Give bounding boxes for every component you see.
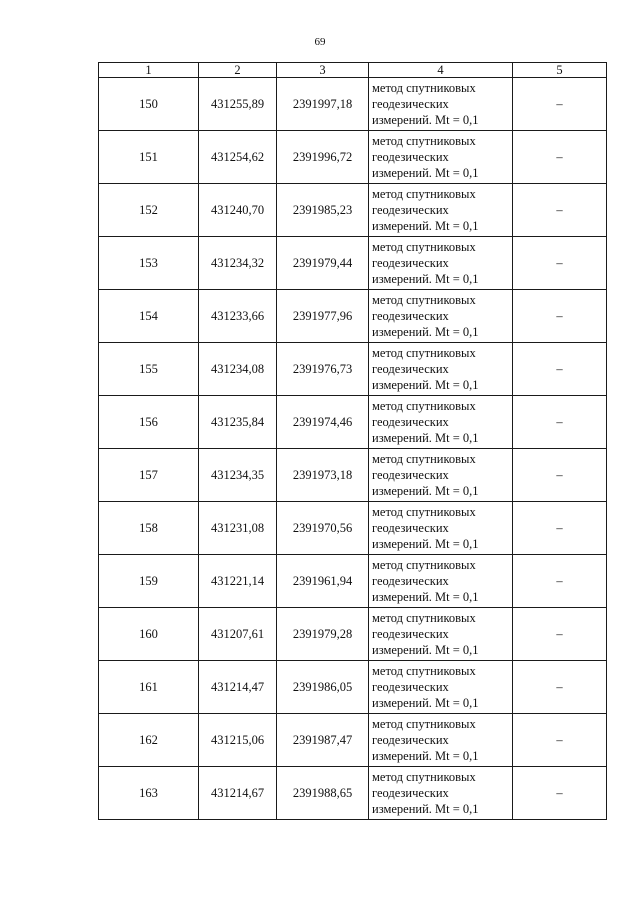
- x-coordinate-cell: 431207,61: [199, 608, 277, 661]
- table-row: [99, 290, 607, 343]
- method-cell: [369, 290, 513, 343]
- method-cell: [369, 608, 513, 661]
- table-row: [99, 131, 607, 184]
- method-cell: [369, 449, 513, 502]
- y-coordinate-cell: 2391976,73: [277, 343, 369, 396]
- x-coordinate-cell: 431221,14: [199, 555, 277, 608]
- x-coordinate-cell: 431214,47: [199, 661, 277, 714]
- point-number-cell: 151: [99, 131, 199, 184]
- method-cell: [369, 131, 513, 184]
- method-cell: [369, 767, 513, 820]
- point-number-cell: 154: [99, 290, 199, 343]
- page-number: 69: [314, 36, 326, 48]
- method-line: геодезических: [372, 415, 449, 429]
- method-line: измерений. Mt = 0,1: [372, 537, 479, 551]
- method-cell: [369, 343, 513, 396]
- table-row: [99, 714, 607, 767]
- note-cell: –: [513, 78, 607, 131]
- note-cell: –: [513, 502, 607, 555]
- method-cell: [369, 237, 513, 290]
- point-number-cell: 158: [99, 502, 199, 555]
- method-line: измерений. Mt = 0,1: [372, 590, 479, 604]
- method-line: геодезических: [372, 203, 449, 217]
- note-cell: –: [513, 237, 607, 290]
- method-line: геодезических: [372, 521, 449, 535]
- method-line: геодезических: [372, 468, 449, 482]
- method-line: измерений. Mt = 0,1: [372, 113, 479, 127]
- point-number-cell: 160: [99, 608, 199, 661]
- table-header-row: [99, 63, 607, 78]
- point-number-cell: 156: [99, 396, 199, 449]
- column-header: 5: [513, 63, 607, 78]
- coordinates-table: [98, 62, 607, 820]
- note-cell: –: [513, 184, 607, 237]
- method-line: измерений. Mt = 0,1: [372, 643, 479, 657]
- point-number-cell: 159: [99, 555, 199, 608]
- method-cell: [369, 714, 513, 767]
- column-header: 3: [277, 63, 369, 78]
- point-number-cell: 155: [99, 343, 199, 396]
- method-line: измерений. Mt = 0,1: [372, 696, 479, 710]
- method-line: геодезических: [372, 786, 449, 800]
- method-line: метод спутниковых: [372, 134, 476, 148]
- method-line: геодезических: [372, 362, 449, 376]
- x-coordinate-cell: 431215,06: [199, 714, 277, 767]
- y-coordinate-cell: 2391970,56: [277, 502, 369, 555]
- method-line: метод спутниковых: [372, 346, 476, 360]
- column-header: 1: [99, 63, 199, 78]
- column-header: 4: [369, 63, 513, 78]
- table-row: [99, 555, 607, 608]
- y-coordinate-cell: 2391997,18: [277, 78, 369, 131]
- method-line: метод спутниковых: [372, 664, 476, 678]
- x-coordinate-cell: 431254,62: [199, 131, 277, 184]
- method-line: метод спутниковых: [372, 770, 476, 784]
- x-coordinate-cell: 431233,66: [199, 290, 277, 343]
- note-cell: –: [513, 343, 607, 396]
- method-cell: [369, 502, 513, 555]
- method-line: геодезических: [372, 680, 449, 694]
- column-header: 2: [199, 63, 277, 78]
- method-line: измерений. Mt = 0,1: [372, 325, 479, 339]
- method-cell: [369, 78, 513, 131]
- method-line: измерений. Mt = 0,1: [372, 219, 479, 233]
- table-row: [99, 237, 607, 290]
- note-cell: –: [513, 131, 607, 184]
- method-line: измерений. Mt = 0,1: [372, 431, 479, 445]
- note-cell: –: [513, 396, 607, 449]
- y-coordinate-cell: 2391988,65: [277, 767, 369, 820]
- method-line: измерений. Mt = 0,1: [372, 272, 479, 286]
- y-coordinate-cell: 2391987,47: [277, 714, 369, 767]
- table-row: [99, 449, 607, 502]
- note-cell: –: [513, 555, 607, 608]
- point-number-cell: 161: [99, 661, 199, 714]
- table-row: [99, 502, 607, 555]
- note-cell: –: [513, 767, 607, 820]
- method-line: измерений. Mt = 0,1: [372, 802, 479, 816]
- method-line: метод спутниковых: [372, 293, 476, 307]
- table-row: [99, 767, 607, 820]
- y-coordinate-cell: 2391973,18: [277, 449, 369, 502]
- note-cell: –: [513, 608, 607, 661]
- point-number-cell: 163: [99, 767, 199, 820]
- point-number-cell: 157: [99, 449, 199, 502]
- table-row: [99, 343, 607, 396]
- table-row: [99, 78, 607, 131]
- method-line: измерений. Mt = 0,1: [372, 484, 479, 498]
- method-line: геодезических: [372, 97, 449, 111]
- x-coordinate-cell: 431240,70: [199, 184, 277, 237]
- y-coordinate-cell: 2391974,46: [277, 396, 369, 449]
- x-coordinate-cell: 431235,84: [199, 396, 277, 449]
- point-number-cell: 162: [99, 714, 199, 767]
- method-line: геодезических: [372, 309, 449, 323]
- method-cell: [369, 555, 513, 608]
- y-coordinate-cell: 2391961,94: [277, 555, 369, 608]
- table-row: [99, 608, 607, 661]
- y-coordinate-cell: 2391979,44: [277, 237, 369, 290]
- table-row: [99, 396, 607, 449]
- method-line: геодезических: [372, 256, 449, 270]
- y-coordinate-cell: 2391985,23: [277, 184, 369, 237]
- x-coordinate-cell: 431234,35: [199, 449, 277, 502]
- point-number-cell: 150: [99, 78, 199, 131]
- note-cell: –: [513, 714, 607, 767]
- y-coordinate-cell: 2391977,96: [277, 290, 369, 343]
- method-line: метод спутниковых: [372, 452, 476, 466]
- x-coordinate-cell: 431255,89: [199, 78, 277, 131]
- x-coordinate-cell: 431231,08: [199, 502, 277, 555]
- y-coordinate-cell: 2391986,05: [277, 661, 369, 714]
- method-line: метод спутниковых: [372, 611, 476, 625]
- method-line: измерений. Mt = 0,1: [372, 749, 479, 763]
- point-number-cell: 152: [99, 184, 199, 237]
- method-line: измерений. Mt = 0,1: [372, 166, 479, 180]
- note-cell: –: [513, 290, 607, 343]
- table-row: [99, 661, 607, 714]
- method-cell: [369, 184, 513, 237]
- method-line: измерений. Mt = 0,1: [372, 378, 479, 392]
- method-line: геодезических: [372, 733, 449, 747]
- point-number-cell: 153: [99, 237, 199, 290]
- method-cell: [369, 661, 513, 714]
- note-cell: –: [513, 449, 607, 502]
- x-coordinate-cell: 431234,08: [199, 343, 277, 396]
- note-cell: –: [513, 661, 607, 714]
- method-cell: [369, 396, 513, 449]
- x-coordinate-cell: 431234,32: [199, 237, 277, 290]
- method-line: метод спутниковых: [372, 81, 476, 95]
- method-line: метод спутниковых: [372, 399, 476, 413]
- table-row: [99, 184, 607, 237]
- method-line: метод спутниковых: [372, 240, 476, 254]
- method-line: метод спутниковых: [372, 505, 476, 519]
- method-line: геодезических: [372, 627, 449, 641]
- x-coordinate-cell: 431214,67: [199, 767, 277, 820]
- method-line: геодезических: [372, 574, 449, 588]
- method-line: метод спутниковых: [372, 558, 476, 572]
- y-coordinate-cell: 2391979,28: [277, 608, 369, 661]
- method-line: метод спутниковых: [372, 187, 476, 201]
- method-line: метод спутниковых: [372, 717, 476, 731]
- y-coordinate-cell: 2391996,72: [277, 131, 369, 184]
- method-line: геодезических: [372, 150, 449, 164]
